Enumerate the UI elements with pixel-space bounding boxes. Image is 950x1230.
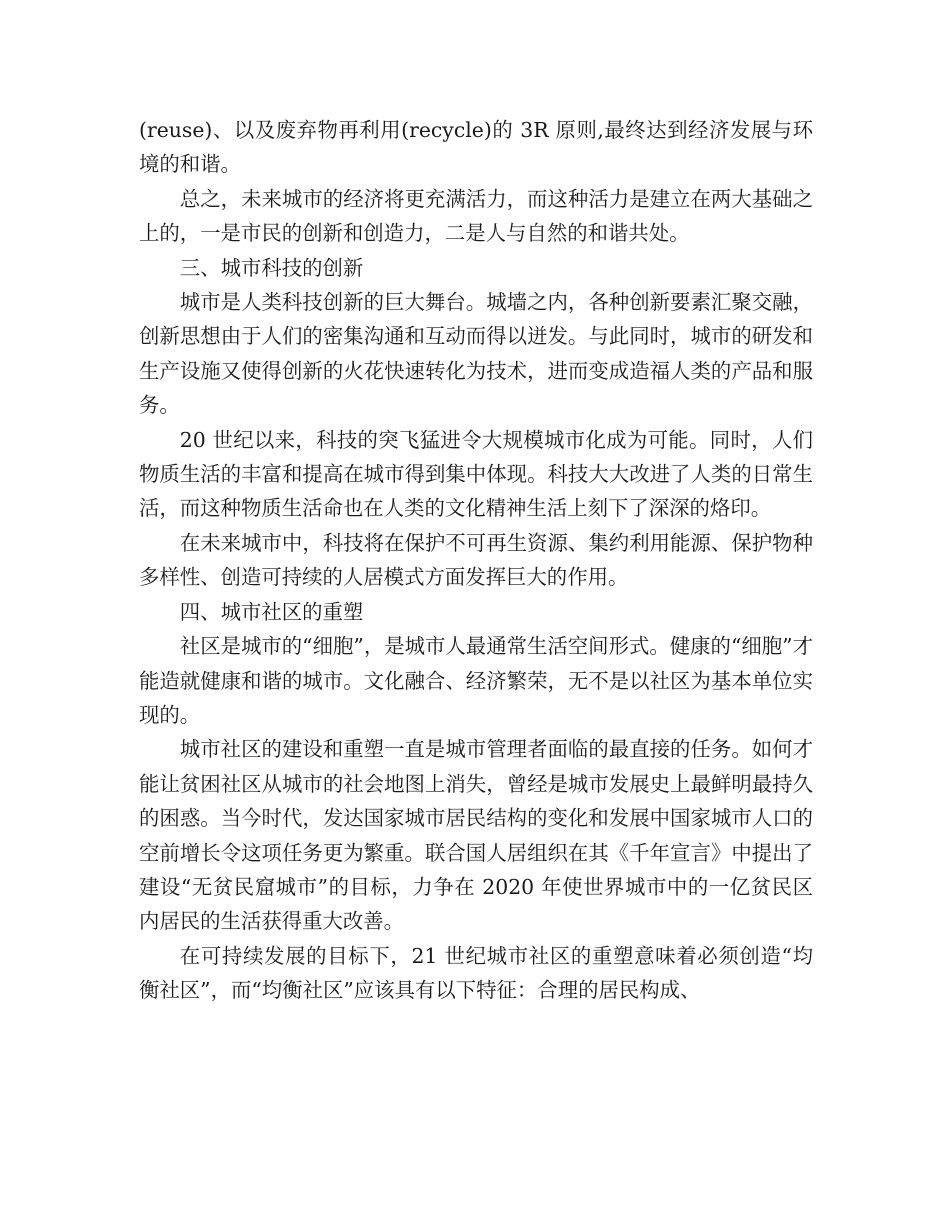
paragraph-3r-principle: (reuse)、以及废弃物再利用(recycle)的 3R 原则,最终达到经济发展与环境的和谐。 [139,118,813,177]
paragraph-20th-century: 20 世纪以来，科技的突飞猛进令大规模城市化成为可能。同时，人们物质生活的丰富和提高在城市得到集中体现。科技大大改进了人类的日常生活，而这种物质生活命也在人类的文化精神生活上刻下了深深的烙印。 [139,427,813,521]
section-heading-technology: 三、城市科技的创新 [179,255,364,280]
paragraph-community-rebuilding: 城市社区的建设和重塑一直是城市管理者面临的最直接的任务。如何才能让贫困社区从城市的社会地图上消失，曾经是城市发展史上最鲜明最持久的困惑。当今时代，发达国家城市居民结构的变化和发展中国家城市人口的空前增长令这项任务更为繁重。联合国人居组织在其《千年宣言》中提出了建设“无贫民窟城市”的目标，力争在 2020 年使世界城市中的一亿贫民区内居民的生活获得重大改善。 [139,737,813,934]
paragraph-innovation-stage: 城市是人类科技创新的巨大舞台。城墙之内，各种创新要素汇聚交融，创新思想由于人们的密集沟通和互动而得以迸发。与此同时，城市的研发和生产设施又使得创新的火花快速转化为技术，进而变成造福人类的产品和服务。 [139,290,813,418]
section-heading-community: 四、城市社区的重塑 [179,599,364,624]
paragraph-future-technology: 在未来城市中，科技将在保护不可再生资源、集约利用能源、保护物种多样性、创造可持续的人居模式方面发挥巨大的作用。 [139,530,813,590]
paragraph-balanced-community: 在可持续发展的目标下，21 世纪城市社区的重塑意味着必须创造“均衡社区”，而“均衡社区”应该具有以下特征：合理的居民构成、 [139,943,813,1003]
paragraph-economy-summary: 总之，未来城市的经济将更充满活力，而这种活力是建立在两大基础之上的，一是市民的创新和创造力，二是人与自然的和谐共处。 [139,186,813,246]
document-page [139,113,813,1008]
paragraph-community-cell: 社区是城市的“细胞”，是城市人最通常生活空间形式。健康的“细胞”才能造就健康和谐的城市。文化融合、经济繁荣，无不是以社区为基本单位实现的。 [139,634,813,727]
